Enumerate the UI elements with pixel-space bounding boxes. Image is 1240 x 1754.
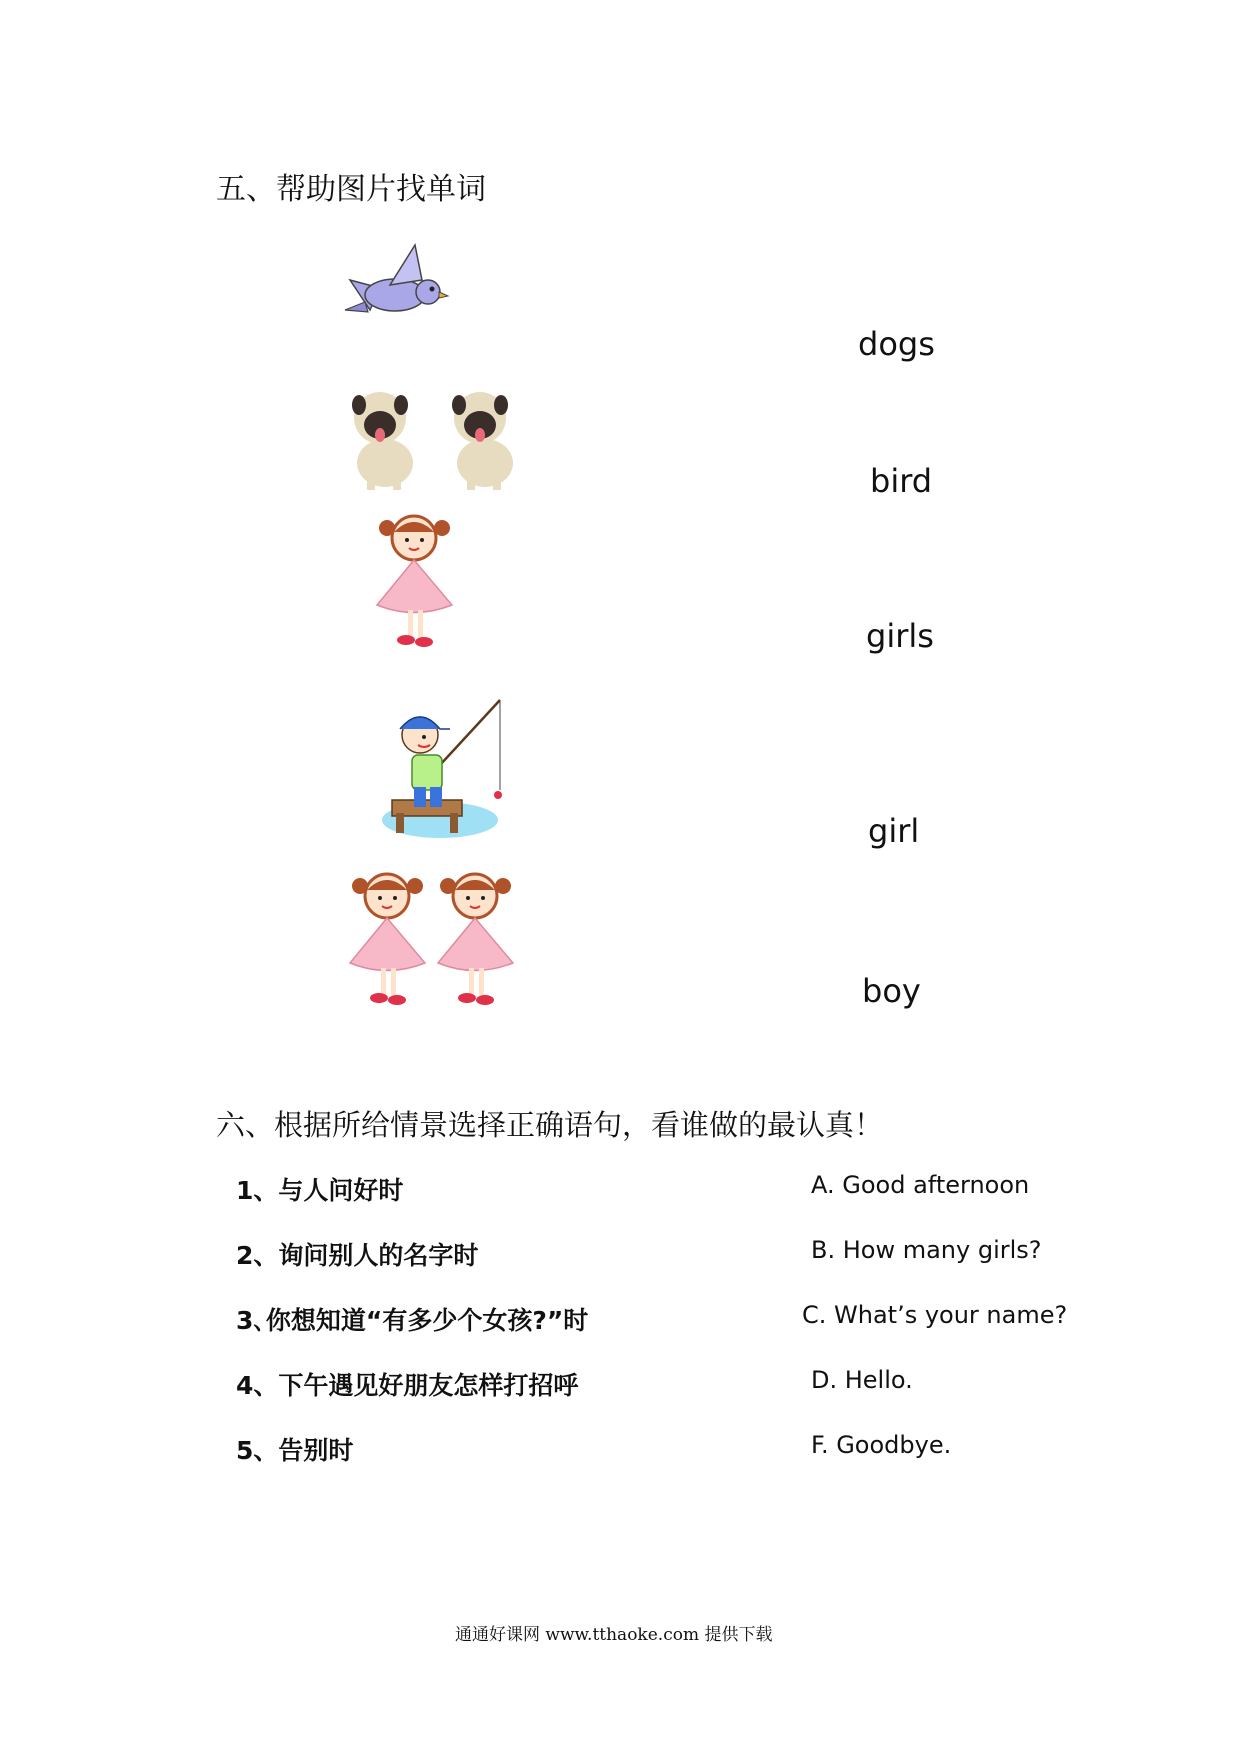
- option-a: A. Good afternoon: [811, 1171, 1030, 1199]
- question-2: 2、询问别人的名字时: [236, 1241, 479, 1270]
- boy-fishing-icon: [380, 695, 520, 845]
- two-girls-picture: [345, 868, 525, 1008]
- section6-title: 六、根据所给情景选择正确语句，看谁做的最认真！: [216, 1108, 884, 1142]
- option-f: F. Goodbye.: [811, 1431, 952, 1459]
- girl-icon: [350, 874, 425, 1005]
- girls-icon: [345, 868, 525, 1008]
- word-girl: girl: [868, 812, 920, 850]
- option-b: B. How many girls?: [811, 1236, 1042, 1264]
- girl-icon: [372, 510, 462, 650]
- question-3: 3､你想知道“有多少个女孩?”时: [236, 1306, 589, 1335]
- word-dogs: dogs: [858, 325, 935, 363]
- footer-text: 通通好课网 www.tthaoke.com 提供下载: [455, 1625, 773, 1645]
- dog-icon: [352, 392, 413, 490]
- section5-title: 五、帮助图片找单词: [216, 172, 486, 207]
- dogs-icon: [345, 383, 525, 493]
- boy-fishing-picture: [380, 695, 520, 845]
- word-girls: girls: [866, 617, 934, 655]
- word-bird: bird: [870, 462, 933, 500]
- question-1: 1、与人问好时: [236, 1176, 404, 1205]
- girl-icon: [438, 874, 513, 1005]
- dog-icon: [452, 392, 513, 490]
- question-5: 5、告别时: [236, 1436, 354, 1465]
- option-d: D. Hello.: [811, 1366, 913, 1394]
- question-4: 4、下午遇见好朋友怎样打招呼: [236, 1371, 579, 1400]
- bird-picture: [340, 240, 450, 330]
- option-c: C. What’s your name?: [802, 1301, 1068, 1329]
- word-boy: boy: [862, 972, 921, 1010]
- two-dogs-picture: [345, 383, 525, 493]
- bird-icon: [340, 240, 450, 330]
- girl-picture: [372, 510, 462, 650]
